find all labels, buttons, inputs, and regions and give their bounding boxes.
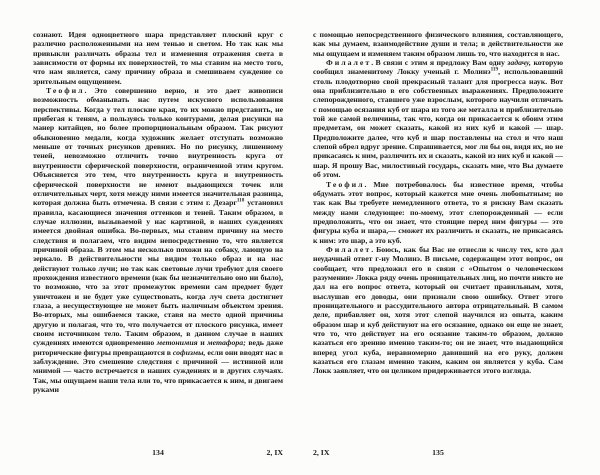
page-right: [313, 30, 563, 462]
text-segment: метафора;: [207, 338, 246, 348]
paragraph: [313, 58, 563, 179]
text-segment: с помощью непосредственного физического влияния, составляющего, как мы думаем, взаимодействие души и тела; в действительности же мы ощущаем и изменяем таким образом лишь то, что находится в нас.: [313, 30, 563, 58]
text-segment: если они вводят нас в заблуждение. Это смешение следствия с причиной — истинной или мнимой — часто встречается в наших суждениях и в других случаях. Так, мы ощущаем наши тела или то, что прикасается к ним, и двигаем руками: [33, 347, 283, 395]
paragraph: [313, 245, 563, 376]
page-right-footer: [313, 448, 563, 460]
chapter-marker: 2, IX: [266, 448, 283, 457]
page-number: 135: [432, 448, 444, 457]
text-segment: метонимия: [156, 338, 198, 348]
text-segment: задачу,: [507, 58, 531, 68]
paragraph: [313, 30, 563, 58]
speaker-name: Филалет: [326, 58, 372, 68]
text-segment: установил правила, касающиеся значения оттенков и теней. Таким образом, в случае иллюзии, вызываемой у нас картиной, в наших суждениях имеется двойная ошибка. Во-первых, мы ставим причину на место следствия и полагаем, что видим непосредственно то, что является причиной образа. В этом мы несколько похожи на собаку, лающую на зеркало. В действительности мы видим только образ и на нас действуют только лучи; но так как световые лучи требуют для своего прохождения известного времени (как бы незначительно оно ни было), то возможно, что за этот промежуток времени сам предмет будет уничтожен и не будет уже существовать, когда луч света достигнет глаза, а несуществующее не может быть наличным объектом зрения. Во-вторых, мы ошибаемся также, ставя на место одной причины другую и полагая, что то, что получается от плоского рисунка, имеет своим источником тело. Таким образом, в данном случае в наших суждениях имеются одновременно: [33, 198, 283, 348]
page-left-footer: [33, 448, 283, 460]
text-segment: ведь даже риторические фигуры превращаются в: [33, 338, 283, 357]
page-left: [33, 30, 283, 462]
footnote-marker: 119: [490, 66, 499, 73]
speaker-name: Теофил: [326, 179, 365, 189]
text-segment: . Боюсь, как бы Вас не отнесли к числу тех, кто дал неудачный ответ г-ну Молинэ. В письме, содержащем этот вопрос, он сообщает, что предложил его в связи с «Опытом о человеческом разумении» Локка ряду очень проницательных лиц, но почти никто не дал на его вопрос ответа, который он считает правильным, хотя, выслушав его доводы, они признали свою ошибку. Ответ этого проницательного и рассудительного автора отрицательный. В самом деле, прибавляет он, хотя этот слепой научился из опыта, каким образом шар и куб действуют на его осязание, однако он еще не знает, что то, что действует на его осязание таким-то образом, должно казаться его зрению именно таким-то; он не знает, что выдающийся вперед угол куба, неравномерно давивший на его руку, должен казаться его глазам именно таким, каким он является у куба. Сам Локк заявляет, что он целиком придерживается этого взгляда.: [313, 244, 563, 376]
text-segment: . Это совершенно верно, и это дает живописи возможность обманывать нас путем искусного использования перспективы. Когда у тел плоские края, то их можно представить, не прибегая к теням, а пользуясь только контурами, делая рисунки на манер китайцев, но более пропорциональным образом. Так рисуют обыкновенно медали, когда художник желает отступать возможно меньше от точных рисунков древних. Но по рисунку, лишенному теней, невозможно отличить точно внутренность круга от внутренности сферической поверхности, ограниченной этим кругом. Объясняется это тем, что внутренность круга и внутренность сферической поверхности не имеют выдающихся точек или отличительных черт, хотя между ними имеется значительная разница, которая должна быть отмечена. В связи с этим г. Дезарг: [33, 86, 283, 208]
text-segment: софизмы,: [172, 347, 206, 357]
paragraph: [33, 86, 283, 394]
footnote-marker: 118: [236, 197, 245, 204]
text-segment: и: [197, 338, 208, 348]
page-right-text: [313, 30, 563, 440]
paragraph: [33, 30, 283, 86]
text-segment: , использовавший столь плодотворно свой прекрасный талант для прогресса наук. Вот она приблизительно в его собственных выражениях. Предположите слепорожденного, ставшего уже взрослым, которого научили отличать с помощью осязания куб от шара из того же металла и приблизительно той же самой величины, так что, когда он прикасается к обоим этим предметам, он может сказать, какой из них куб и какой — шар. Предположите далее, что куб и шар поставлены на стол и что наш слепой обрел вдруг зрение. Спрашивается, мог ли бы он, видя их, но не прикасаясь к ним, различить их и сказать, какой из них куб и какой — шар. Я прошу Вас, милостивый государь, сказать мне, что Вы думаете об этом.: [313, 67, 563, 180]
text-segment: . В связи с этим я предложу Вам одну: [371, 58, 508, 68]
paragraph: [313, 180, 563, 245]
chapter-marker: 2, IX: [313, 448, 330, 457]
page-number: 134: [152, 448, 164, 457]
page-left-text: [33, 30, 283, 440]
speaker-name: Теофил: [46, 86, 85, 96]
speaker-name: Филалет: [326, 244, 372, 254]
text-segment: сознают. Идея одноцветного шара представляет плоский круг с различно расположенными на нем тенью и светом. Но так как мы привыкли различать образы тел и изменения отражения света в зависимости от формы их поверхностей, то мы ставим на место того, что нам является, саму причину образа и смешиваем суждение со зрительным ощущением.: [33, 30, 283, 86]
text-segment: . Мне потребовалось бы известное время, чтобы обдумать этот вопрос, который кажется мне очень любопытным; но так как Вы требуете немедленного ответа, то я рискну Вам сказать между нами следующее: по-моему, этот слепорожденный — если предположить, что он знает, что стоящие перед ним фигуры — это фигуры куба и шара,— сможет их различить и сказать, не прикасаясь к ним: это шар, а это куб.: [313, 179, 563, 245]
text-segment: которую сообщил знаменитому Локку ученый г. Молинэ: [313, 58, 563, 77]
